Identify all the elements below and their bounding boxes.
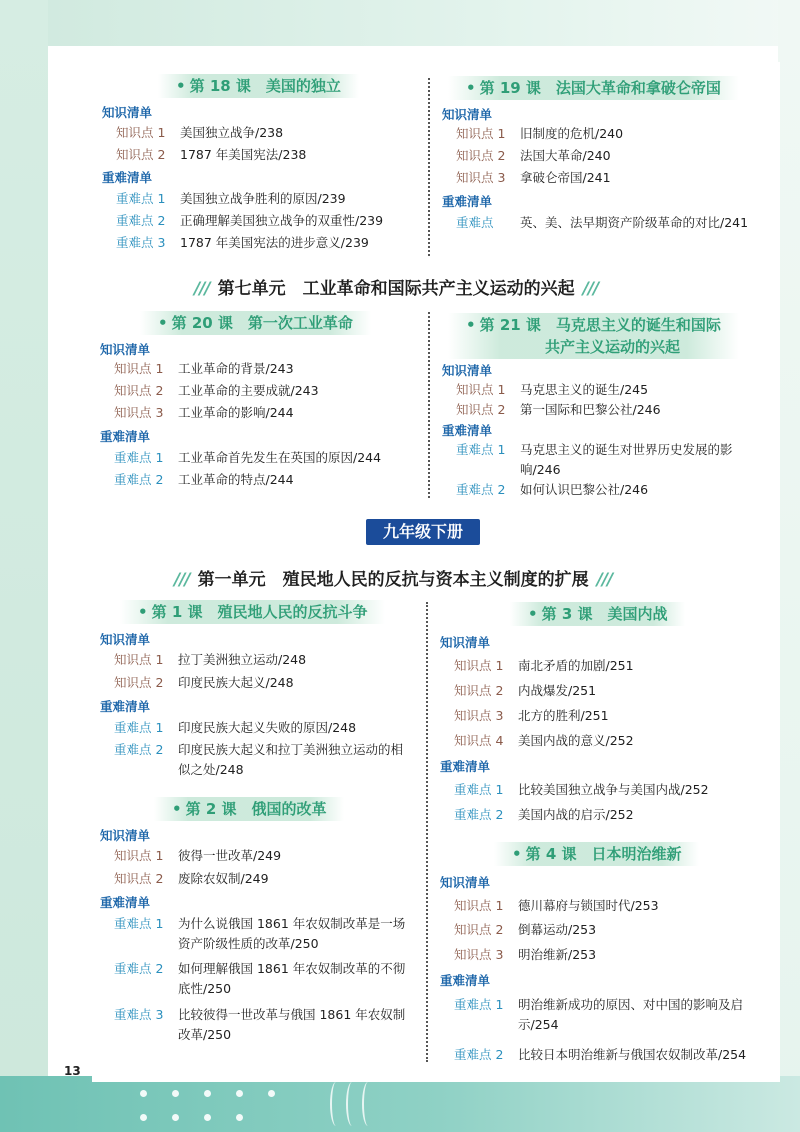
knowledge-point: 知识点 1 马克思主义的诞生/245 xyxy=(456,382,649,397)
knowledge-list-heading: 知识清单 xyxy=(440,635,491,650)
column-divider xyxy=(426,602,428,1062)
knowledge-point: 知识点 2 法国大革命/240 xyxy=(456,148,611,163)
key-point: 重难点 2 美国内战的启示/252 xyxy=(454,807,634,822)
decorative-dot xyxy=(140,1114,147,1121)
lesson-title: • 第 19 课 法国大革命和拿破仑帝国 xyxy=(448,76,739,100)
decorative-wave xyxy=(330,1082,342,1126)
lesson-title: • 第 20 课 第一次工业革命 xyxy=(140,311,371,335)
unit-title: /// 第七单元 工业革命和国际共产主义运动的兴起 /// xyxy=(194,279,599,299)
bullet-icon: • xyxy=(512,845,522,863)
knowledge-point: 知识点 1 德川幕府与锁国时代/253 xyxy=(454,898,659,913)
key-list-heading: 重难清单 xyxy=(100,429,151,444)
slash-decoration-icon: /// xyxy=(194,279,210,299)
knowledge-list-heading: 知识清单 xyxy=(100,342,151,357)
key-point: 重难点 1 比较美国独立战争与美国内战/252 xyxy=(454,782,709,797)
key-list-heading: 重难清单 xyxy=(440,973,491,988)
lesson-title: • 第 2 课 俄国的改革 xyxy=(154,797,344,821)
key-point: 重难点 2 如何认识巴黎公社/246 xyxy=(456,482,649,497)
knowledge-point: 知识点 1 美国独立战争/238 xyxy=(116,125,284,140)
decorative-left-band xyxy=(0,0,48,1132)
knowledge-point: 知识点 1 工业革命的背景/243 xyxy=(114,361,294,376)
decorative-dot xyxy=(140,1090,147,1097)
knowledge-point: 知识点 2 倒幕运动/253 xyxy=(454,922,597,937)
slash-decoration-icon: /// xyxy=(582,279,599,299)
knowledge-point: 知识点 1 彼得一世改革/249 xyxy=(114,848,282,863)
lesson-title: • 第 18 课 美国的独立 xyxy=(158,74,359,98)
key-point: 重难点 2 如何理解俄国 1861 年农奴制改革的不彻底性/250 xyxy=(114,961,406,996)
key-list-heading: 重难清单 xyxy=(440,759,491,774)
knowledge-point: 知识点 3 拿破仑帝国/241 xyxy=(456,170,611,185)
decorative-wave xyxy=(362,1082,374,1126)
bullet-icon: • xyxy=(172,800,182,818)
knowledge-list-heading: 知识清单 xyxy=(102,105,153,120)
key-point: 重难点 1 印度民族大起义失败的原因/248 xyxy=(114,720,357,735)
key-point: 重难点 2 印度民族大起义和拉丁美洲独立运动的相似之处/248 xyxy=(114,742,404,777)
key-list-heading: 重难清单 xyxy=(442,423,493,438)
knowledge-point: 知识点 1 南北矛盾的加剧/251 xyxy=(454,658,634,673)
bullet-icon: • xyxy=(158,314,168,332)
unit-title: /// 第一单元 殖民地人民的反抗与资本主义制度的扩展 /// xyxy=(174,570,613,590)
bullet-icon: • xyxy=(466,79,476,97)
knowledge-list-heading: 知识清单 xyxy=(100,632,151,647)
knowledge-point: 知识点 1 拉丁美洲独立运动/248 xyxy=(114,652,307,667)
key-point: 重难点 3 比较彼得一世改革与俄国 1861 年农奴制改革/250 xyxy=(114,1007,406,1042)
key-point: 重难点 1 工业革命首先发生在英国的原因/244 xyxy=(114,450,382,465)
decorative-bottom-band xyxy=(0,1076,800,1132)
decorative-dot xyxy=(268,1090,275,1097)
knowledge-point: 知识点 2 内战爆发/251 xyxy=(454,683,597,698)
key-point: 重难点 1 美国独立战争胜利的原因/239 xyxy=(116,191,346,206)
knowledge-point: 知识点 4 美国内战的意义/252 xyxy=(454,733,634,748)
key-list-heading: 重难清单 xyxy=(102,170,153,185)
decorative-dot xyxy=(172,1114,179,1121)
knowledge-point: 知识点 2 废除农奴制/249 xyxy=(114,871,269,886)
key-point: 重难点 1 马克思主义的诞生对世界历史发展的影响/246 xyxy=(456,442,733,477)
key-point: 重难点 2 正确理解美国独立战争的双重性/239 xyxy=(116,213,384,228)
knowledge-point: 知识点 1 旧制度的危机/240 xyxy=(456,126,624,141)
knowledge-point: 知识点 3 工业革命的影响/244 xyxy=(114,405,294,420)
decorative-dot xyxy=(172,1090,179,1097)
knowledge-list-heading: 知识清单 xyxy=(440,875,491,890)
knowledge-point: 知识点 3 明治维新/253 xyxy=(454,947,597,962)
column-divider xyxy=(428,78,430,256)
knowledge-point: 知识点 2 1787 年美国宪法/238 xyxy=(116,147,307,162)
page-number: 13 xyxy=(64,1064,81,1078)
bullet-icon: • xyxy=(466,316,476,334)
knowledge-list-heading: 知识清单 xyxy=(442,363,493,378)
bullet-icon: • xyxy=(176,77,186,95)
bullet-icon: • xyxy=(528,605,538,623)
knowledge-point: 知识点 3 北方的胜利/251 xyxy=(454,708,609,723)
key-point: 重难点 1 为什么说俄国 1861 年农奴制改革是一场资产阶级性质的改革/250 xyxy=(114,916,406,951)
grade-badge: 九年级下册 xyxy=(366,519,480,545)
knowledge-point: 知识点 2 第一国际和巴黎公社/246 xyxy=(456,402,661,417)
decorative-dot xyxy=(236,1090,243,1097)
key-point: 重难点 3 1787 年美国宪法的进步意义/239 xyxy=(116,235,369,250)
bullet-icon: • xyxy=(138,603,148,621)
decorative-dot xyxy=(204,1114,211,1121)
key-list-heading: 重难清单 xyxy=(100,895,151,910)
decorative-dot xyxy=(204,1090,211,1097)
key-point: 重难点 英、美、法早期资产阶级革命的对比/241 xyxy=(456,215,749,230)
lesson-title: • 第 3 课 美国内战 xyxy=(510,602,685,626)
lesson-title: • 第 21 课 马克思主义的诞生和国际 共产主义运动的兴起 xyxy=(448,313,739,359)
knowledge-point: 知识点 2 印度民族大起义/248 xyxy=(114,675,294,690)
column-divider xyxy=(428,312,430,498)
key-point: 重难点 2 比较日本明治维新与俄国农奴制改革/254 xyxy=(454,1047,747,1062)
decorative-wave xyxy=(346,1082,358,1126)
key-point: 重难点 2 工业革命的特点/244 xyxy=(114,472,294,487)
slash-decoration-icon: /// xyxy=(596,570,613,590)
key-list-heading: 重难清单 xyxy=(442,194,493,209)
slash-decoration-icon: /// xyxy=(174,570,190,590)
knowledge-list-heading: 知识清单 xyxy=(100,828,151,843)
key-point: 重难点 1 明治维新成功的原因、对中国的影响及启示/254 xyxy=(454,997,744,1032)
lesson-title: • 第 1 课 殖民地人民的反抗斗争 xyxy=(120,600,385,624)
key-list-heading: 重难清单 xyxy=(100,699,151,714)
lesson-title: • 第 4 课 日本明治维新 xyxy=(494,842,699,866)
decorative-right-band xyxy=(778,0,800,1132)
decorative-top-band xyxy=(0,0,800,46)
knowledge-list-heading: 知识清单 xyxy=(442,107,493,122)
decorative-dot xyxy=(236,1114,243,1121)
knowledge-point: 知识点 2 工业革命的主要成就/243 xyxy=(114,383,319,398)
